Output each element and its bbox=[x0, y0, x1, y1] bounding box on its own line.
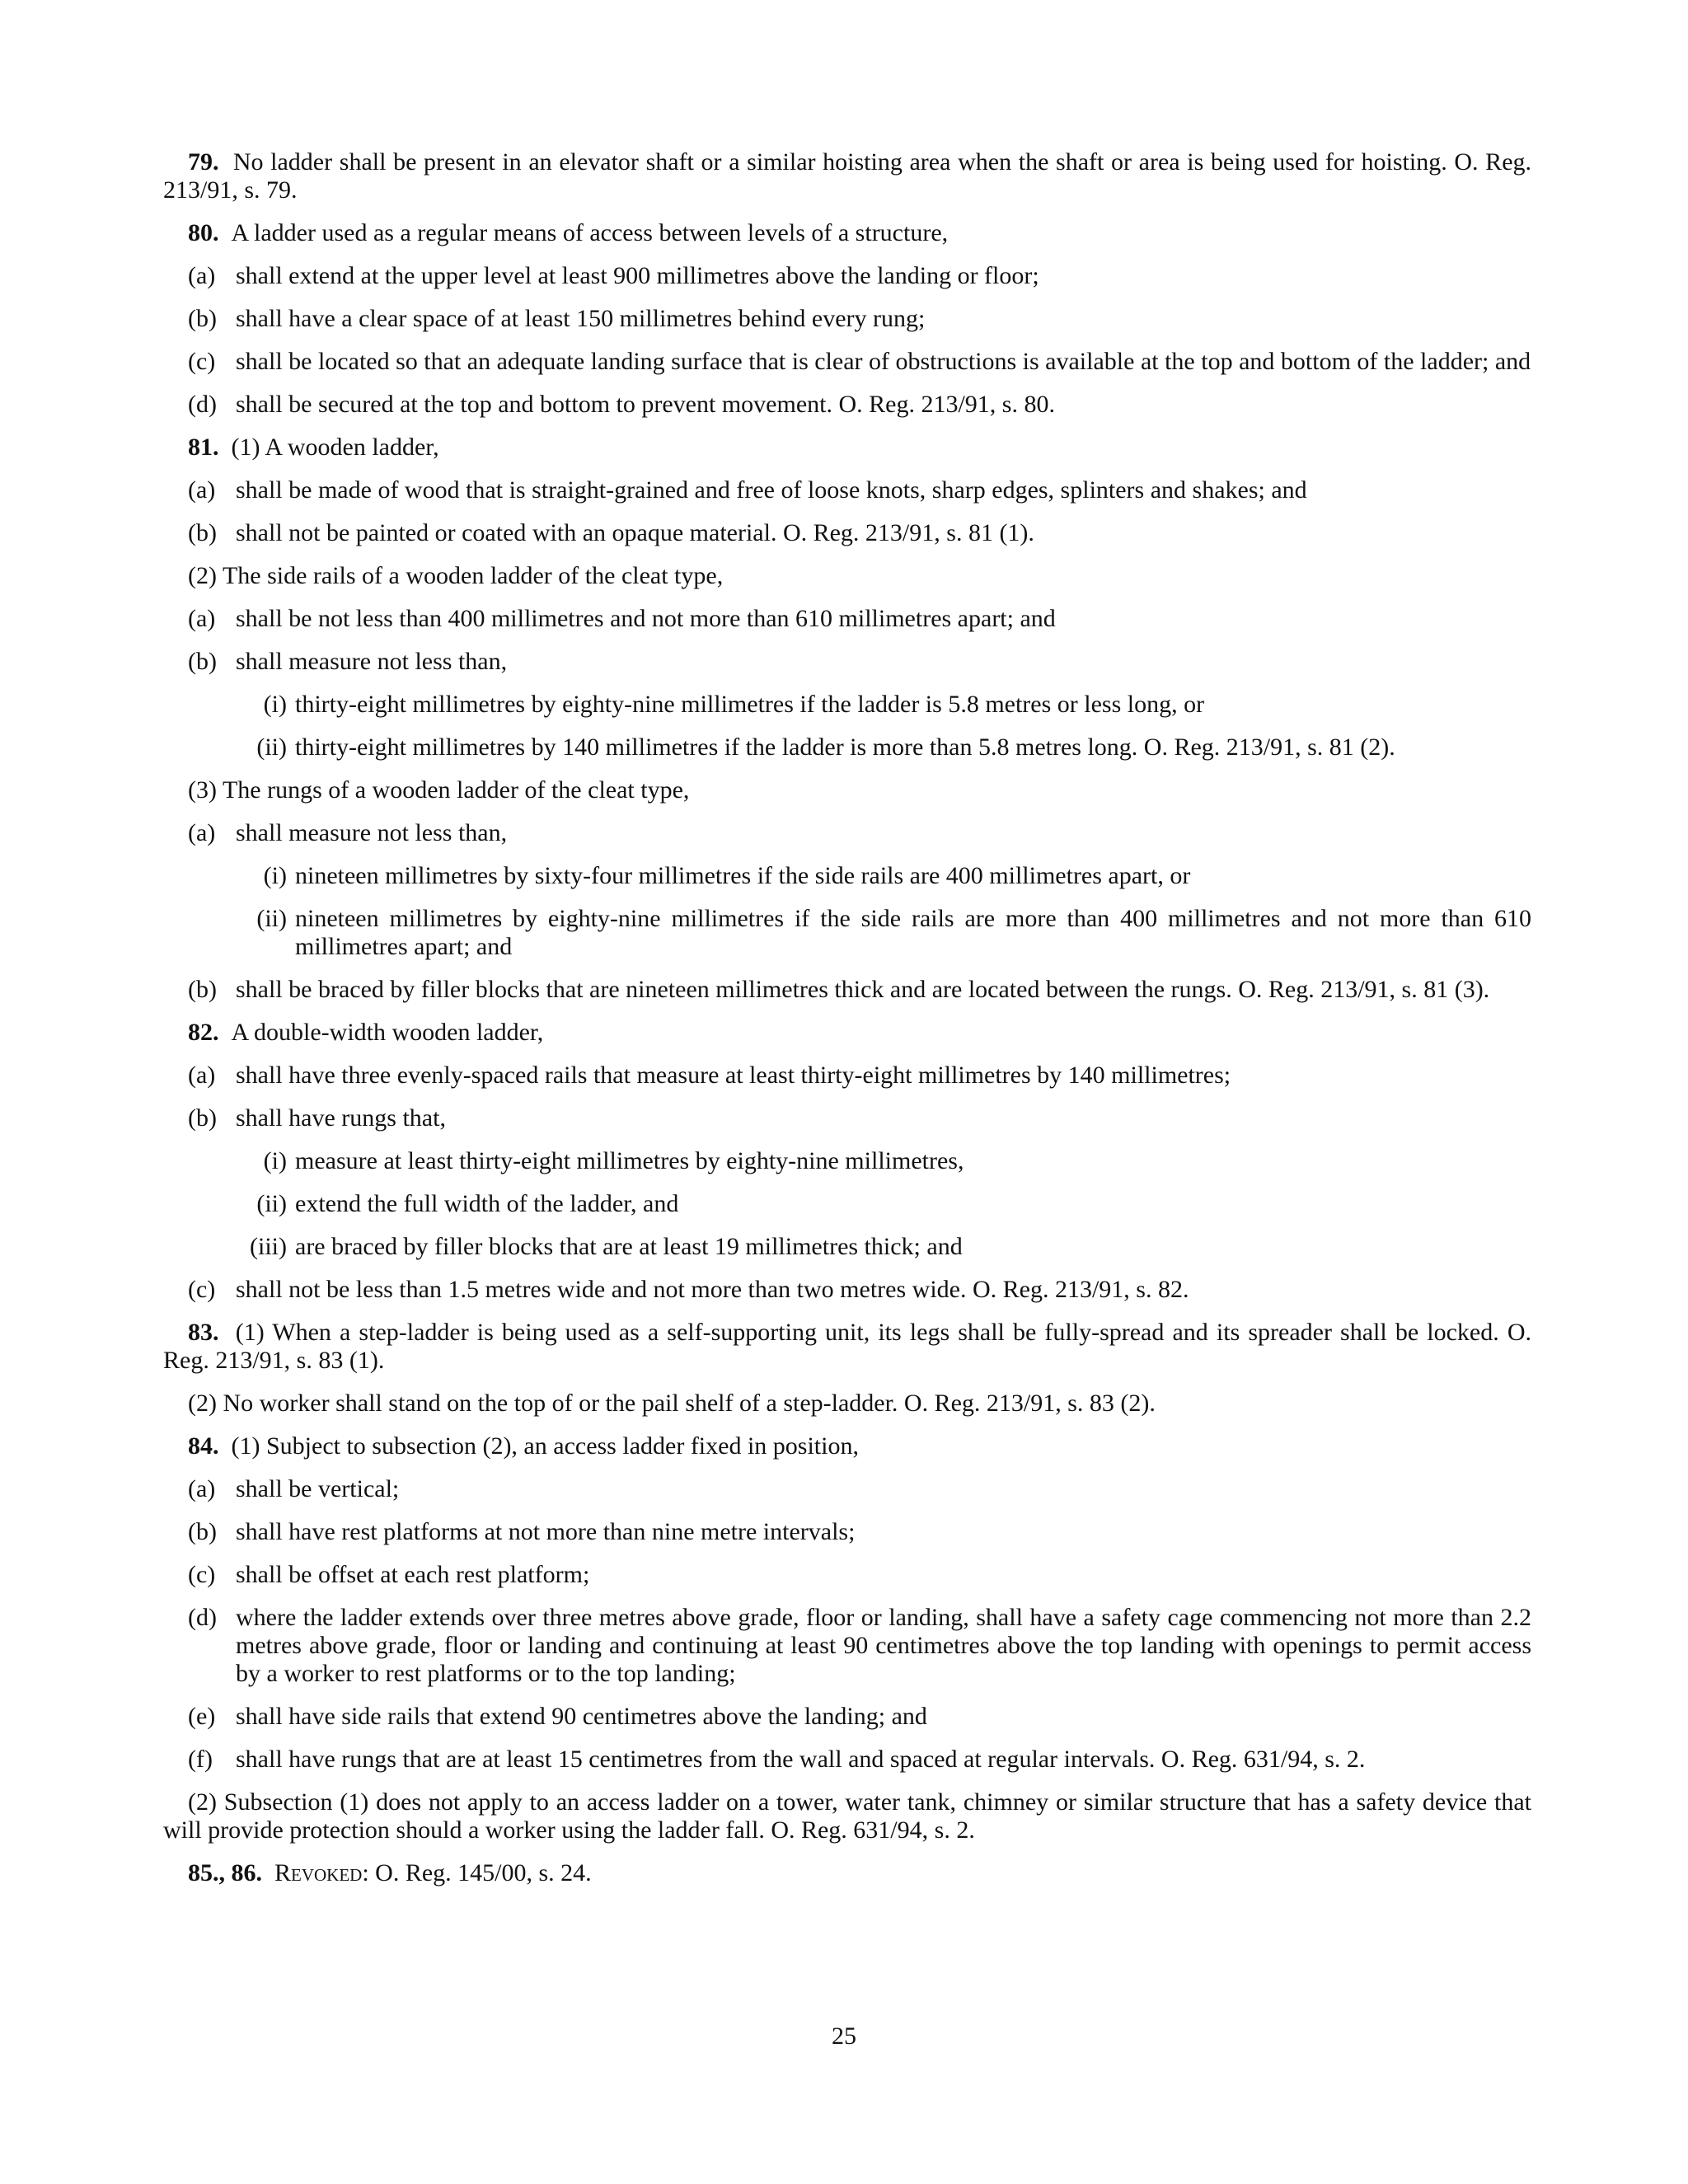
clause-item bbox=[163, 1475, 1531, 1503]
clause-text: shall extend at the upper level at least 900 millimetres above the landing or floor; bbox=[236, 262, 1039, 289]
subclause-text: extend the full width of the ladder, and bbox=[295, 1190, 679, 1217]
clause-text: shall be made of wood that is straight-grained and free of loose knots, sharp edges, splinters and shakes; and bbox=[236, 476, 1307, 504]
subsection-paragraph bbox=[163, 1788, 1531, 1844]
subsection-text: (2) The side rails of a wooden ladder of the cleat type, bbox=[188, 562, 724, 589]
clause-item bbox=[163, 262, 1531, 290]
clause-label: (a) bbox=[188, 1062, 216, 1089]
clause-item bbox=[163, 648, 1531, 676]
regulation-text bbox=[163, 148, 1531, 1902]
clause-label: (a) bbox=[188, 262, 216, 289]
section-text: A double-width wooden ladder, bbox=[231, 1019, 544, 1046]
clause-label: (e) bbox=[188, 1703, 216, 1730]
clause-label: (c) bbox=[188, 1276, 216, 1303]
section-paragraph bbox=[163, 1432, 1531, 1460]
clause-item bbox=[163, 348, 1531, 376]
subclause-item bbox=[163, 1147, 1531, 1175]
clause-item bbox=[163, 305, 1531, 333]
subclause-label: (iii) bbox=[250, 1233, 287, 1260]
clause-item bbox=[163, 1104, 1531, 1132]
clause-label: (c) bbox=[188, 1561, 216, 1588]
subsection-paragraph bbox=[163, 562, 1531, 590]
clause-text: shall have rungs that, bbox=[236, 1104, 446, 1132]
clause-text: shall be vertical; bbox=[236, 1475, 400, 1502]
subsection-paragraph bbox=[163, 1390, 1531, 1418]
clause-label: (f) bbox=[188, 1746, 213, 1773]
subclause-label: (i) bbox=[263, 691, 287, 718]
subclause-text: are braced by filler blocks that are at least 19 millimetres thick; and bbox=[295, 1233, 963, 1260]
clause-item bbox=[163, 519, 1531, 547]
subclause-label: (i) bbox=[263, 862, 287, 889]
clause-text: shall have rungs that are at least 15 centimetres from the wall and spaced at regular intervals. O. Reg. 631/94, s. 2. bbox=[236, 1746, 1366, 1773]
clause-label: (b) bbox=[188, 648, 217, 675]
section-number: 81. bbox=[188, 434, 219, 461]
subclause-label: (ii) bbox=[256, 733, 287, 761]
clause-text: shall have three evenly-spaced rails that measure at least thirty-eight millimetres by 140 millimetres; bbox=[236, 1062, 1231, 1089]
section-number: 84. bbox=[188, 1432, 219, 1460]
clause-item bbox=[163, 976, 1531, 1004]
clause-text: shall have rest platforms at not more than nine metre intervals; bbox=[236, 1518, 856, 1545]
subclause-item bbox=[163, 862, 1531, 890]
revoked-citation: : O. Reg. 145/00, s. 24. bbox=[362, 1859, 592, 1886]
page-number: 25 bbox=[832, 2022, 856, 2050]
subclause-item bbox=[163, 1190, 1531, 1218]
section-text: (1) A wooden ladder, bbox=[231, 434, 439, 461]
clause-label: (b) bbox=[188, 1518, 217, 1545]
revoked-label: Revoked bbox=[274, 1859, 363, 1886]
subclause-text: nineteen millimetres by eighty-nine millimetres if the side rails are more than 400 millimetres and not more than 610 millimetres apart; and bbox=[295, 905, 1531, 960]
clause-item bbox=[163, 605, 1531, 633]
clause-text: shall have side rails that extend 90 centimetres above the landing; and bbox=[236, 1703, 927, 1730]
section-paragraph bbox=[163, 1019, 1531, 1047]
clause-item bbox=[163, 1518, 1531, 1546]
subclause-label: (ii) bbox=[256, 1190, 287, 1217]
clause-item bbox=[163, 476, 1531, 504]
clause-item bbox=[163, 1561, 1531, 1589]
subclause-label: (ii) bbox=[256, 905, 287, 932]
section-text: No ladder shall be present in an elevator shaft or a similar hoisting area when the shaft or area is being used for hoisting. O. Reg. 213/91, s. 79. bbox=[163, 148, 1532, 204]
section-number: 82. bbox=[188, 1019, 219, 1046]
section-number: 80. bbox=[188, 219, 219, 246]
clause-text: shall measure not less than, bbox=[236, 819, 508, 846]
clause-text: shall be braced by filler blocks that are nineteen millimetres thick and are located between the rungs. O. Reg. 213/91, s. 81 (3). bbox=[236, 976, 1490, 1003]
clause-text: shall not be painted or coated with an opaque material. O. Reg. 213/91, s. 81 (1). bbox=[236, 519, 1034, 546]
clause-label: (b) bbox=[188, 305, 217, 332]
clause-text: shall be secured at the top and bottom to prevent movement. O. Reg. 213/91, s. 80. bbox=[236, 391, 1055, 418]
clause-item bbox=[163, 1062, 1531, 1090]
clause-label: (a) bbox=[188, 819, 216, 846]
section-number: 83. bbox=[188, 1319, 219, 1346]
subclause-text: measure at least thirty-eight millimetres by eighty-nine millimetres, bbox=[295, 1147, 964, 1174]
section-paragraph bbox=[163, 434, 1531, 462]
subclause-text: nineteen millimetres by sixty-four millimetres if the side rails are 400 millimetres apart, or bbox=[295, 862, 1191, 889]
subsection-text: (2) Subsection (1) does not apply to an access ladder on a tower, water tank, chimney or similar structure that has a safety device that will provide protection should a worker using the ladder fall. O. Reg. 631/94, s. 2. bbox=[163, 1788, 1531, 1844]
subsection-paragraph bbox=[163, 776, 1531, 804]
section-number: 85., 86. bbox=[188, 1859, 262, 1886]
subsection-text: (2) No worker shall stand on the top of or the pail shelf of a step-ladder. O. Reg. 213/91, s. 83 (2). bbox=[188, 1390, 1156, 1417]
clause-label: (d) bbox=[188, 1604, 217, 1631]
section-text: A ladder used as a regular means of access between levels of a structure, bbox=[231, 219, 949, 246]
clause-item bbox=[163, 1746, 1531, 1774]
section-paragraph bbox=[163, 1319, 1531, 1375]
clause-label: (a) bbox=[188, 1475, 216, 1502]
clause-item bbox=[163, 391, 1531, 419]
clause-text: shall have a clear space of at least 150 millimetres behind every rung; bbox=[236, 305, 926, 332]
clause-label: (a) bbox=[188, 605, 216, 632]
clause-label: (d) bbox=[188, 391, 217, 418]
clause-text: shall measure not less than, bbox=[236, 648, 508, 675]
section-paragraph bbox=[163, 219, 1531, 247]
subclause-text: thirty-eight millimetres by 140 millimetres if the ladder is more than 5.8 metres long. O. Reg. 213/91, s. 81 (2). bbox=[295, 733, 1395, 761]
subclause-label: (i) bbox=[263, 1147, 287, 1174]
revoked-sections bbox=[163, 1859, 1531, 1887]
clause-label: (b) bbox=[188, 1104, 217, 1132]
clause-label: (c) bbox=[188, 348, 216, 375]
clause-text: shall be not less than 400 millimetres and not more than 610 millimetres apart; and bbox=[236, 605, 1056, 632]
subclause-item bbox=[163, 691, 1531, 719]
subclause-text: thirty-eight millimetres by eighty-nine millimetres if the ladder is 5.8 metres or less long, or bbox=[295, 691, 1205, 718]
section-paragraph bbox=[163, 148, 1531, 204]
clause-text: shall not be less than 1.5 metres wide and not more than two metres wide. O. Reg. 213/91, s. 82. bbox=[236, 1276, 1189, 1303]
subclause-item bbox=[163, 733, 1531, 762]
clause-label: (b) bbox=[188, 976, 217, 1003]
section-text: (1) When a step-ladder is being used as a self-supporting unit, its legs shall be fully-spread and its spreader shall be locked. O. Reg. 213/91, s. 83 (1). bbox=[163, 1319, 1531, 1374]
clause-item bbox=[163, 1703, 1531, 1731]
section-number: 79. bbox=[188, 148, 219, 176]
section-text: (1) Subject to subsection (2), an access ladder fixed in position, bbox=[231, 1432, 859, 1460]
subclause-item bbox=[163, 1233, 1531, 1261]
clause-label: (a) bbox=[188, 476, 216, 504]
clause-text: shall be located so that an adequate landing surface that is clear of obstructions is available at the top and bottom of the ladder; and bbox=[236, 348, 1531, 375]
clause-text: shall be offset at each rest platform; bbox=[236, 1561, 590, 1588]
subclause-item bbox=[163, 905, 1531, 961]
clause-label: (b) bbox=[188, 519, 217, 546]
clause-text: where the ladder extends over three metres above grade, floor or landing, shall have a safety cage commencing not more than 2.2 metres above grade, floor or landing and continuing at least 90 centimetres above the top landing with openings to permit access by a worker to rest platforms or to the top landing; bbox=[236, 1604, 1531, 1687]
clause-item bbox=[163, 1604, 1531, 1688]
clause-item bbox=[163, 819, 1531, 847]
clause-item bbox=[163, 1276, 1531, 1304]
subsection-text: (3) The rungs of a wooden ladder of the cleat type, bbox=[188, 776, 690, 804]
